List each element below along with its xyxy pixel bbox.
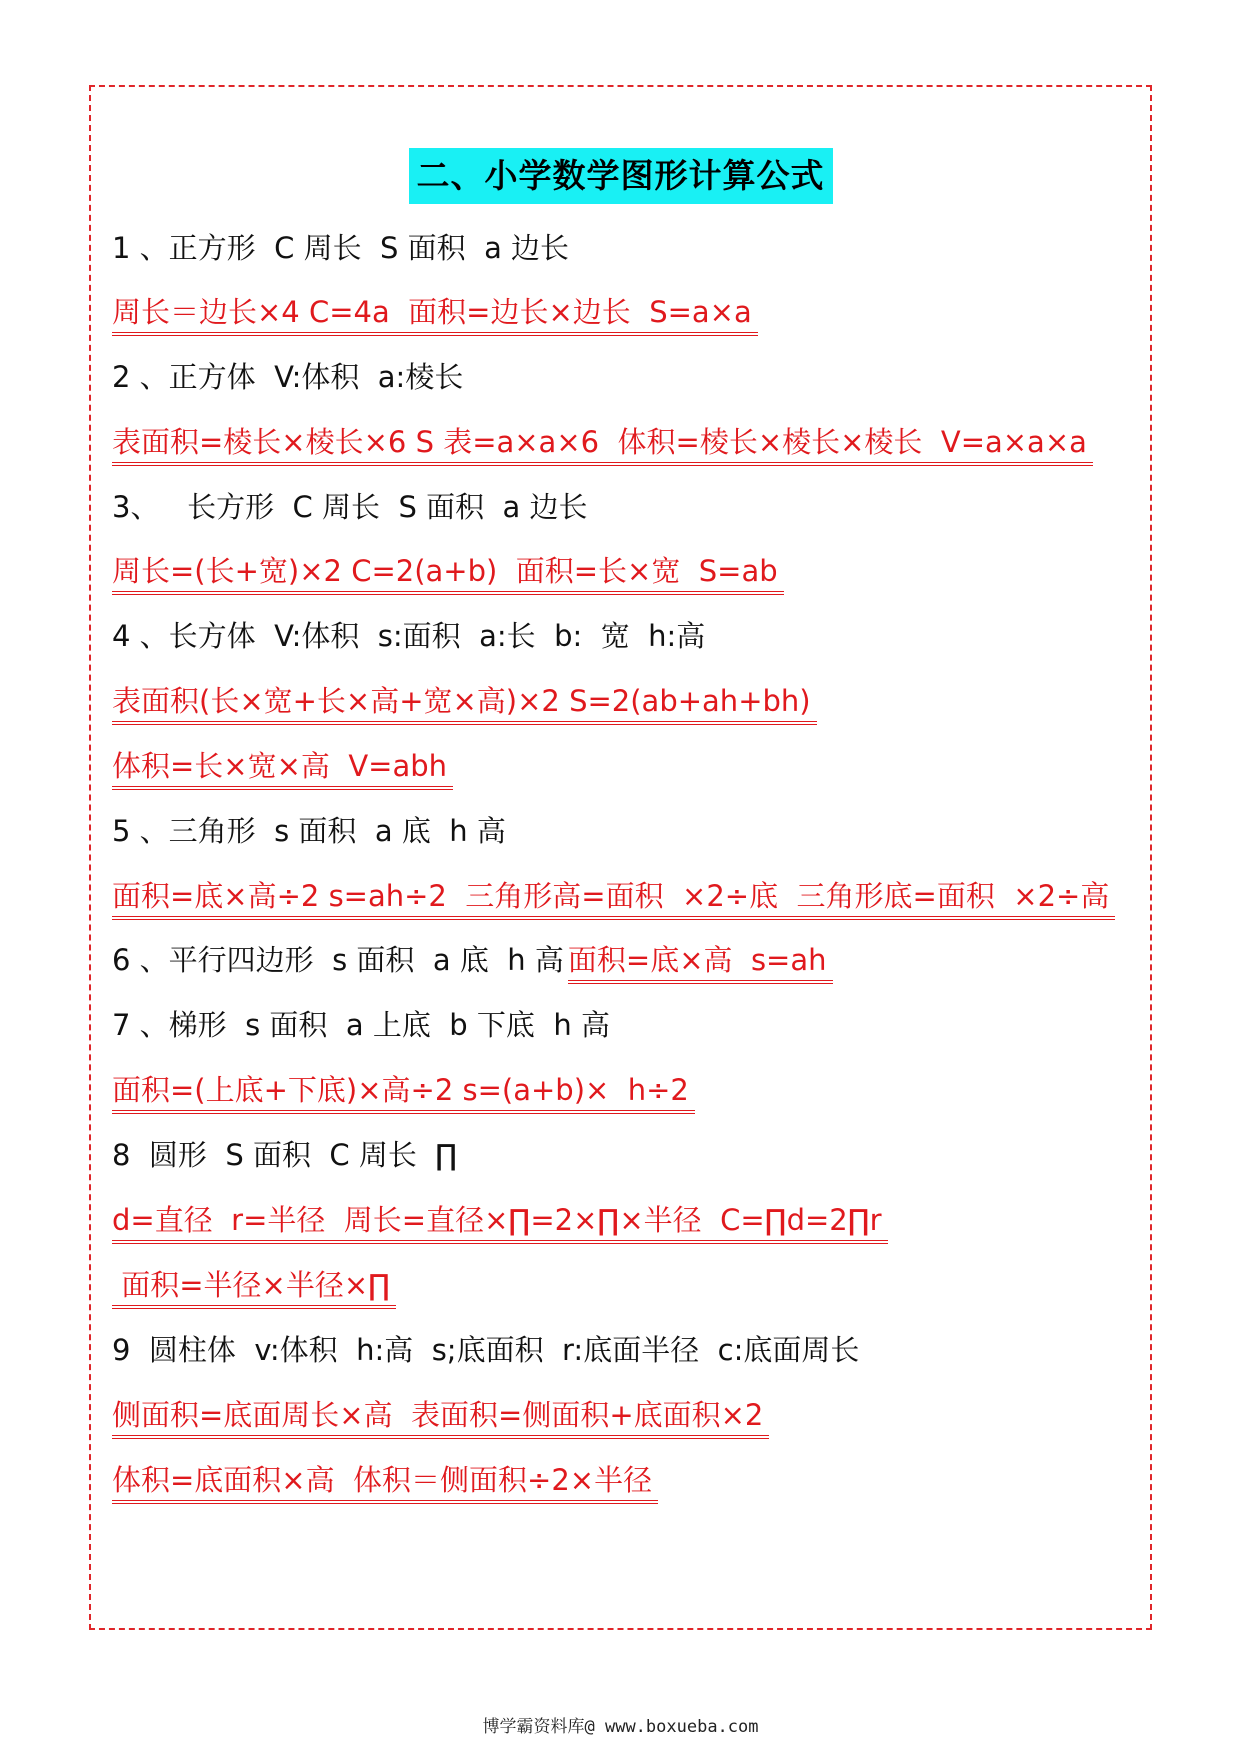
page-title: 二、小学数学图形计算公式 (409, 148, 833, 204)
heading-3: 3、 长方形 C 周长 S 面积 a 边长 (112, 490, 588, 524)
heading-1: 1 、正方形 C 周长 S 面积 a 边长 (112, 231, 570, 265)
heading-7: 7 、梯形 s 面积 a 上底 b 下底 h 高 (112, 1008, 610, 1042)
formula-8b: 面积=半径×半径×∏ (112, 1265, 396, 1309)
heading-2: 2 、正方体 V:体积 a:棱长 (112, 360, 464, 394)
heading-6: 6 、平行四边形 s 面积 a 底 h 高 面积=底×高 s=ah (112, 940, 833, 984)
formula-9b: 体积=底面积×高 体积＝侧面积÷2×半径 (112, 1460, 658, 1504)
formula-8a: d=直径 r=半径 周长=直径×∏=2×∏×半径 C=∏d=2∏r (112, 1200, 888, 1244)
heading-4: 4 、长方体 V:体积 s:面积 a:长 b: 宽 h:高 (112, 619, 706, 653)
heading-9: 9 圆柱体 v:体积 h:高 s;底面积 r:底面半径 c:底面周长 (112, 1333, 860, 1367)
formula-2: 表面积=棱长×棱长×6 S 表=a×a×6 体积=棱长×棱长×棱长 V=a×a×a (112, 422, 1093, 466)
heading-8: 8 圆形 S 面积 C 周长 ∏ (112, 1138, 458, 1172)
formula-4b: 体积=长×宽×高 V=abh (112, 746, 453, 790)
formula-3: 周长=(长+宽)×2 C=2(a+b) 面积=长×宽 S=ab (112, 551, 784, 595)
footer-watermark: 博学霸资料库@ www.boxueba.com (482, 1717, 759, 1737)
formula-7: 面积=(上底+下底)×高÷2 s=(a+b)× h÷2 (112, 1070, 695, 1114)
formula-9a: 侧面积=底面周长×高 表面积=侧面积+底面积×2 (112, 1395, 769, 1439)
formula-4a: 表面积(长×宽+长×高+宽×高)×2 S=2(ab+ah+bh) (112, 681, 817, 725)
formula-5: 面积=底×高÷2 s=ah÷2 三角形高=面积 ×2÷底 三角形底=面积 ×2÷高 (112, 876, 1115, 920)
formula-1: 周长＝边长×4 C=4a 面积=边长×边长 S=a×a (112, 292, 758, 336)
heading-5: 5 、三角形 s 面积 a 底 h 高 (112, 814, 506, 848)
formula-6: 面积=底×高 s=ah (568, 940, 833, 984)
